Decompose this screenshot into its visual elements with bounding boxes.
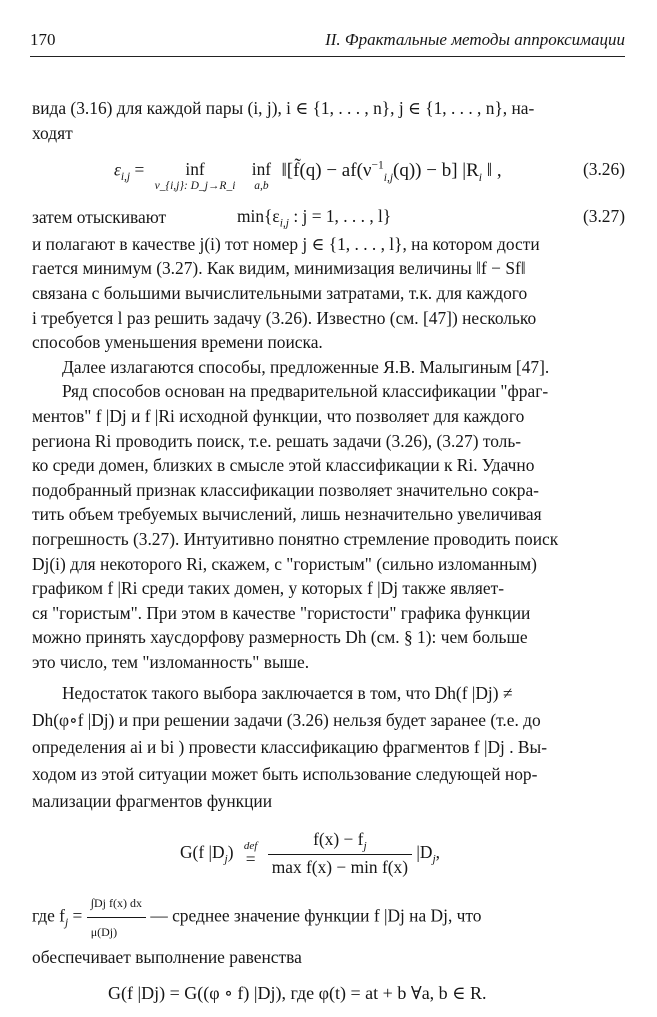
paragraph-2: затем отыскивают [32, 207, 167, 228]
p1-line-2: ходят [32, 122, 73, 143]
running-header [30, 30, 625, 52]
eq-3-27-number: (3.27) [582, 205, 625, 226]
paragraph-6: Недостаток такого выбора заключается в том, что Dh(f |Dj) ≠ Dh(φ∘f |Dj) и при решении задачи (3.26) нельзя будет заранее (т.е. до определения ai и bi ) провести классификацию фрагментов f |Dj . Вы- ходом из этой ситуации может быть использование следующей нор- мализации фрагментов функции [32, 683, 548, 812]
equation-3-27 [32, 206, 625, 232]
paragraph-5: Ряд способов основан на предварительной классификации "фраг- ментов" f |Dj и f |Ri исходной функции, что позволяет для каждого региона Ri проводить поиск, т.е. решать задачи (3.26), (3.27) толь- ко среди домен, близких в смысле этой классификации к Ri. Удачно подобранный признак классификации позволяет значительно сокра- тить объем требуемых вычислений, лишь незначительно увеличивая погрешность (3.27). Интуитивно понятно стремление проводить поиск Dj(i) для некоторого Ri, скажем, с "гористым" (сильно изломанным) графиком f |Ri среди таких домен, у которых f |Dj также являет- ся "гористым". При этом в качестве "гористости" графика функции можно принять хаусдорфову размерность Dh (см. § 1): чем больше это число, тем "изломанность" выше. [32, 381, 559, 672]
text-body [32, 96, 625, 1017]
paragraph-3: и полагают в качестве j(i) тот номер j ∈ {1, . . . , l}, на котором дости гается минимум (3.27). Как видим, минимизация величины ‖f − Sf‖ связана с большими вычислительными затратами, т.к. для каждого i требуется l раз решить задачу (3.26). Известно (см. [47]) несколько способов уменьшения времени поиска. [32, 233, 540, 353]
paragraph-4: Далее излагаются способы, предложенные Я.В. Малыгиным [47]. [62, 356, 550, 377]
eq-3-26-body: $\varepsilon_{i,j}$ = inf ν_{i,j}: D_j→R_i inf a,b ‖[f̃(q) − $af(\nu^{-1}_{i,j}(q)) - b$] $|R_i$ ‖ , [114, 159, 502, 193]
eq-3-26-number: (3.26) [582, 159, 625, 180]
equation-3-26 [32, 145, 625, 205]
equation-normalization [32, 821, 625, 887]
paragraph-7: где $f_j$ = $\frac{\text{∫Dj f(x) dx}}{\mu(Dj)}$ — среднее значение функции f |Dj на Dj, что обеспечивает выполнение равенства [32, 891, 625, 969]
page-number: 170 [30, 30, 56, 49]
p1-line-1: вида (3.16) для каждой пары (i, j), i ∈ {1, . . . , n}, j ∈ {1, . . . , n}, на- [32, 98, 535, 118]
paragraph-1 [32, 96, 625, 145]
mean-fraction: $\frac{\text{∫Dj f(x) dx}}{\mu(Dj)}$ [87, 891, 146, 944]
eq-g-body: G(f $|D_j$) def = $\frac{f(x) - f_j}{\text{max f(x) − min f(x)}}$ $|D_j$, [180, 829, 441, 877]
equation-final: G(f |Dj) = G((φ ∘ f) |Dj), где φ(t) = at + b ∀a, b ∈ R. [108, 983, 487, 1004]
running-title: II. Фрактальные методы аппроксимации [325, 30, 625, 49]
eq-g-fraction: $\frac{f(x) - f_j}{\text{max f(x) − min f(x)}}$ [268, 829, 412, 877]
header-rule [30, 56, 625, 57]
eq-3-27-body: $\min\{\varepsilon_{i,j}$ : j = 1, . . . , l} [237, 205, 392, 230]
